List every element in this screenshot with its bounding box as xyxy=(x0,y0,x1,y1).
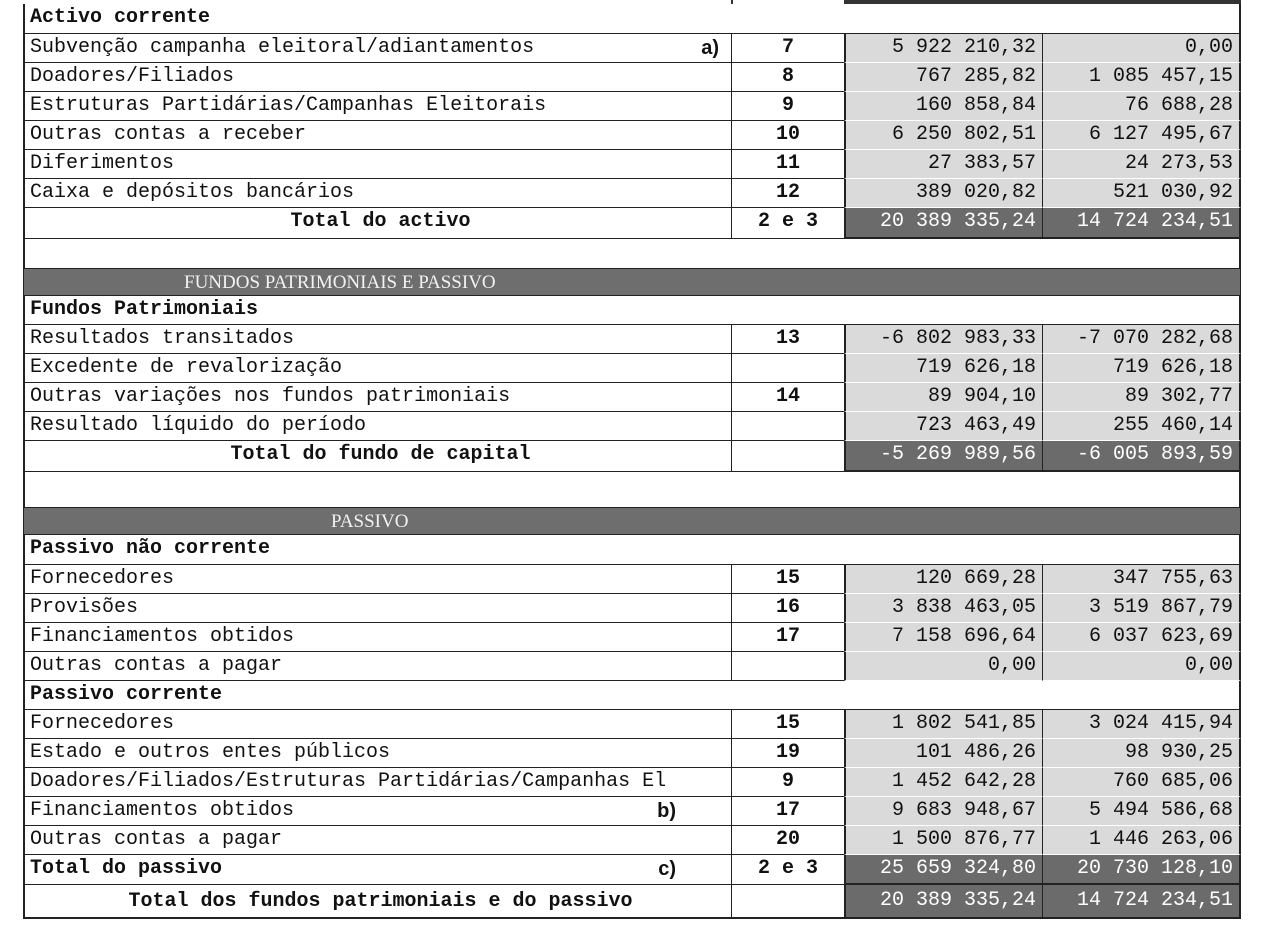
row-note: 12 xyxy=(731,179,844,208)
total-label: Total do fundo de capital xyxy=(23,441,731,472)
total-note xyxy=(731,885,844,919)
row-value-previous: 1 446 263,06 xyxy=(1042,826,1241,855)
row-note: 20 xyxy=(731,826,844,855)
section-header-fundos-passivo xyxy=(23,268,1241,296)
row-value-previous: 24 273,53 xyxy=(1042,150,1241,179)
row-value-current: 767 285,82 xyxy=(844,63,1042,92)
section-header-passivo xyxy=(23,507,1241,535)
row-label: Fornecedores xyxy=(23,710,731,739)
row-value-previous: 347 755,63 xyxy=(1042,565,1241,594)
section-title-label: Activo corrente xyxy=(23,4,1241,34)
row-note: 9 xyxy=(731,92,844,121)
row-value-previous: 1 085 457,15 xyxy=(1042,63,1241,92)
row-value-current: 1 802 541,85 xyxy=(844,710,1042,739)
row-note: 19 xyxy=(731,739,844,768)
section-title-label: Passivo corrente xyxy=(23,681,1241,710)
section-title-label: Fundos Patrimoniais xyxy=(23,296,1241,325)
row-value-current: 101 486,26 xyxy=(844,739,1042,768)
row-value-previous: 255 460,14 xyxy=(1042,412,1241,441)
total-label: Total do passivo xyxy=(23,855,731,885)
row-label: Caixa e depósitos bancários xyxy=(23,179,731,208)
row-label: Outras contas a pagar xyxy=(23,826,731,855)
section-title-fundos xyxy=(23,296,1241,325)
row-label: Outras variações nos fundos patrimoniais xyxy=(23,383,731,412)
row-value-current: 389 020,82 xyxy=(844,179,1042,208)
row-value-previous: 98 930,25 xyxy=(1042,739,1241,768)
row-label: Provisões xyxy=(23,594,731,623)
row-value-current: -6 802 983,33 xyxy=(844,325,1042,354)
table-row xyxy=(23,797,1241,826)
row-note: 17 xyxy=(731,797,844,826)
row-label: Outras contas a receber xyxy=(23,121,731,150)
row-note xyxy=(731,354,844,383)
section-title-passivo-corrente xyxy=(23,681,1241,710)
row-note: 9 xyxy=(731,768,844,797)
row-label: Resultado líquido do período xyxy=(23,412,731,441)
total-label: Total dos fundos patrimoniais e do passivo xyxy=(23,885,731,919)
row-value-current: 0,00 xyxy=(844,652,1042,681)
table-row xyxy=(23,652,1241,681)
row-value-previous: 5 494 586,68 xyxy=(1042,797,1241,826)
row-label: Estruturas Partidárias/Campanhas Eleitorais xyxy=(23,92,731,121)
row-label: Diferimentos xyxy=(23,150,731,179)
total-value-previous: 20 730 128,10 xyxy=(1042,855,1241,885)
row-value-current: 1 500 876,77 xyxy=(844,826,1042,855)
row-value-previous: 760 685,06 xyxy=(1042,768,1241,797)
row-note: 16 xyxy=(731,594,844,623)
total-row-activo xyxy=(23,208,1241,239)
row-note: 15 xyxy=(731,565,844,594)
total-value-current: 20 389 335,24 xyxy=(844,885,1042,919)
table-row xyxy=(23,739,1241,768)
table-row xyxy=(23,179,1241,208)
total-note: 2 e 3 xyxy=(731,855,844,885)
row-note: 11 xyxy=(731,150,844,179)
row-label: Doadores/Filiados/Estruturas Partidárias/Campanhas El xyxy=(23,768,731,797)
row-value-previous: 0,00 xyxy=(1042,34,1241,63)
total-label: Total do activo xyxy=(23,208,731,239)
table-row xyxy=(23,412,1241,441)
spacer xyxy=(23,239,1241,268)
row-label: Financiamentos obtidos xyxy=(23,623,731,652)
row-value-current: 3 838 463,05 xyxy=(844,594,1042,623)
row-value-current: 7 158 696,64 xyxy=(844,623,1042,652)
row-note: 10 xyxy=(731,121,844,150)
section-header-label: PASSIVO xyxy=(331,511,409,532)
total-note: 2 e 3 xyxy=(731,208,844,239)
table-row xyxy=(23,826,1241,855)
table-row xyxy=(23,594,1241,623)
footnote-marker: c) xyxy=(658,858,676,880)
row-value-current: 120 669,28 xyxy=(844,565,1042,594)
section-header-label: FUNDOS PATRIMONIAIS E PASSIVO xyxy=(184,272,496,293)
table-row xyxy=(23,34,1241,63)
row-value-current: 5 922 210,32 xyxy=(844,34,1042,63)
row-value-current: 9 683 948,67 xyxy=(844,797,1042,826)
row-label: Doadores/Filiados xyxy=(23,63,731,92)
row-label: Excedente de revalorização xyxy=(23,354,731,383)
row-note: 15 xyxy=(731,710,844,739)
row-value-previous: 76 688,28 xyxy=(1042,92,1241,121)
section-title-passivo-nao-corrente xyxy=(23,535,1241,565)
row-label: Fornecedores xyxy=(23,565,731,594)
table-row xyxy=(23,121,1241,150)
total-value-current: 20 389 335,24 xyxy=(844,208,1042,239)
footnote-marker: b) xyxy=(657,800,676,822)
row-value-previous: 719 626,18 xyxy=(1042,354,1241,383)
table-row xyxy=(23,768,1241,797)
total-note xyxy=(731,441,844,472)
total-value-previous: 14 724 234,51 xyxy=(1042,885,1241,919)
total-value-previous: 14 724 234,51 xyxy=(1042,208,1241,239)
table-row xyxy=(23,63,1241,92)
footnote-marker: a) xyxy=(701,37,719,59)
total-value-current: -5 269 989,56 xyxy=(844,441,1042,472)
table-row xyxy=(23,565,1241,594)
table-row xyxy=(23,354,1241,383)
row-note: 14 xyxy=(731,383,844,412)
row-note xyxy=(731,652,844,681)
spacer xyxy=(23,472,1241,507)
grand-total-row xyxy=(23,885,1241,919)
row-value-current: 1 452 642,28 xyxy=(844,768,1042,797)
row-value-previous: 3 519 867,79 xyxy=(1042,594,1241,623)
table-row xyxy=(23,623,1241,652)
row-note: 8 xyxy=(731,63,844,92)
row-label: Resultados transitados xyxy=(23,325,731,354)
row-label: Estado e outros entes públicos xyxy=(23,739,731,768)
row-note xyxy=(731,412,844,441)
row-value-current: 723 463,49 xyxy=(844,412,1042,441)
row-value-current: 89 904,10 xyxy=(844,383,1042,412)
table-row xyxy=(23,325,1241,354)
table-row xyxy=(23,92,1241,121)
row-value-previous: 89 302,77 xyxy=(1042,383,1241,412)
section-title-label: Passivo não corrente xyxy=(23,535,1241,565)
row-value-previous: 6 037 623,69 xyxy=(1042,623,1241,652)
row-label: Subvenção campanha eleitoral/adiantamentos xyxy=(23,34,731,63)
row-value-previous: 521 030,92 xyxy=(1042,179,1241,208)
row-value-current: 160 858,84 xyxy=(844,92,1042,121)
total-row-passivo xyxy=(23,855,1241,885)
row-note: 17 xyxy=(731,623,844,652)
row-value-current: 719 626,18 xyxy=(844,354,1042,383)
table-row xyxy=(23,383,1241,412)
row-value-current: 27 383,57 xyxy=(844,150,1042,179)
table-row xyxy=(23,710,1241,739)
table-row xyxy=(23,150,1241,179)
row-note: 13 xyxy=(731,325,844,354)
row-value-previous: 3 024 415,94 xyxy=(1042,710,1241,739)
row-label: Financiamentos obtidos xyxy=(23,797,731,826)
row-value-previous: -7 070 282,68 xyxy=(1042,325,1241,354)
row-note: 7 xyxy=(731,34,844,63)
row-value-previous: 6 127 495,67 xyxy=(1042,121,1241,150)
section-title-activo-corrente xyxy=(23,4,1241,34)
row-value-previous: 0,00 xyxy=(1042,652,1241,681)
row-label: Outras contas a pagar xyxy=(23,652,731,681)
total-value-current: 25 659 324,80 xyxy=(844,855,1042,885)
total-row-fundos xyxy=(23,441,1241,472)
row-value-current: 6 250 802,51 xyxy=(844,121,1042,150)
total-value-previous: -6 005 893,59 xyxy=(1042,441,1241,472)
